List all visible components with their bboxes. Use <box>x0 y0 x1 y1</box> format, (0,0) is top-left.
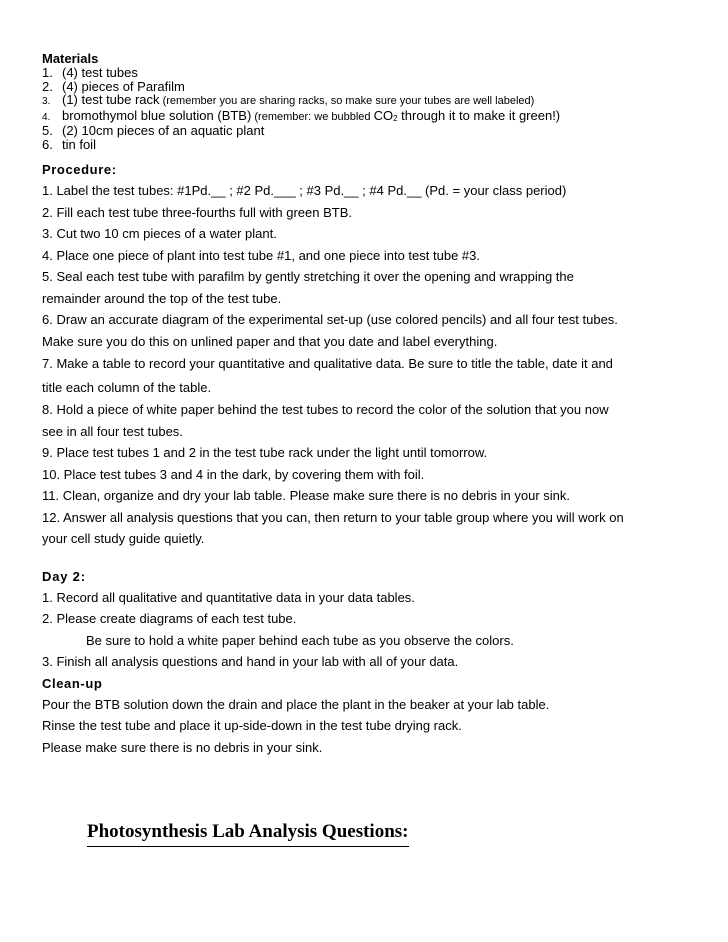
list-item: 6. tin foil <box>42 136 96 152</box>
day2-step: 3. Finish all analysis questions and hand in your lab with all of your data. <box>42 654 459 669</box>
day2-step: 1. Record all qualitative and quantitative data in your data tables. <box>42 589 415 605</box>
procedure-step: 10. Place test tubes 3 and 4 in the dark, by covering them with foil. <box>42 466 425 482</box>
list-item: 5. (2) 10cm pieces of an aquatic plant <box>42 123 265 138</box>
procedure-step: 7. Make a table to record your quantitative and qualitative data. Be sure to title the table, date it and title each column of the table. <box>42 356 613 395</box>
procedure-step: 5. Seal each test tube with parafilm by gently stretching it over the opening and wrapping the remainder around the top of the test tube. <box>42 269 574 306</box>
procedure-step: 6. Draw an accurate diagram of the experimental set-up (use colored pencils) and all four test tubes. Make sure you do this on unlined paper and that you date and label everything. <box>42 312 618 349</box>
day2-heading: Day 2: <box>42 568 86 584</box>
list-item: 3. (1) test tube rack (remember you are sharing racks, so make sure your tubes are well labeled) <box>42 92 535 107</box>
cleanup-heading: Clean-up <box>42 675 103 691</box>
lab-handout <box>42 52 702 758</box>
procedure-step: 4. Place one piece of plant into test tube #1, and one piece into test tube #3. <box>42 247 480 263</box>
list-item: 2. (4) pieces of Parafilm <box>42 78 185 94</box>
list-item: 4. bromothymol blue solution (BTB) (remember: we bubbled $CO_2$ through it to make it green!) <box>42 107 561 123</box>
procedure-step: 3. Cut two 10 cm pieces of a water plant. <box>42 226 277 241</box>
cleanup-line: Rinse the test tube and place it up-side-down in the test tube drying rack. <box>42 718 462 733</box>
day2-step: 2. Please create diagrams of each test tube. <box>42 611 297 626</box>
materials-heading: Materials <box>42 51 99 66</box>
procedure-steps <box>42 180 702 550</box>
procedure-step: 11. Clean, organize and dry your lab table. Please make sure there is no debris in your sink. <box>42 488 570 503</box>
analysis-title: Photosynthesis Lab Analysis Questions: <box>87 820 409 847</box>
list-item: 1. (4) test tubes <box>42 65 138 80</box>
cleanup-line: Please make sure there is no debris in your sink. <box>42 739 323 755</box>
procedure-step: 1. Label the test tubes: #1Pd.__ ; #2 Pd.___ ; #3 Pd.__ ; #4 Pd.__ (Pd. = your class period) <box>42 183 567 198</box>
procedure-heading: Procedure: <box>42 162 117 177</box>
procedure-step: 2. Fill each test tube three-fourths full with green BTB. <box>42 204 352 220</box>
cleanup-line: Pour the BTB solution down the drain and place the plant in the beaker at your lab table. <box>42 696 550 712</box>
day2-step-note: Be sure to hold a white paper behind each tube as you observe the colors. <box>86 632 514 648</box>
procedure-step: 9. Place test tubes 1 and 2 in the test tube rack under the light until tomorrow. <box>42 445 488 460</box>
procedure-step: 8. Hold a piece of white paper behind the test tubes to record the color of the solution that you now see in all four test tubes. <box>42 402 609 439</box>
materials-list <box>42 66 702 151</box>
procedure-step: 12. Answer all analysis questions that you can, then return to your table group where you will work on your cell study guide quietly. <box>42 509 624 546</box>
